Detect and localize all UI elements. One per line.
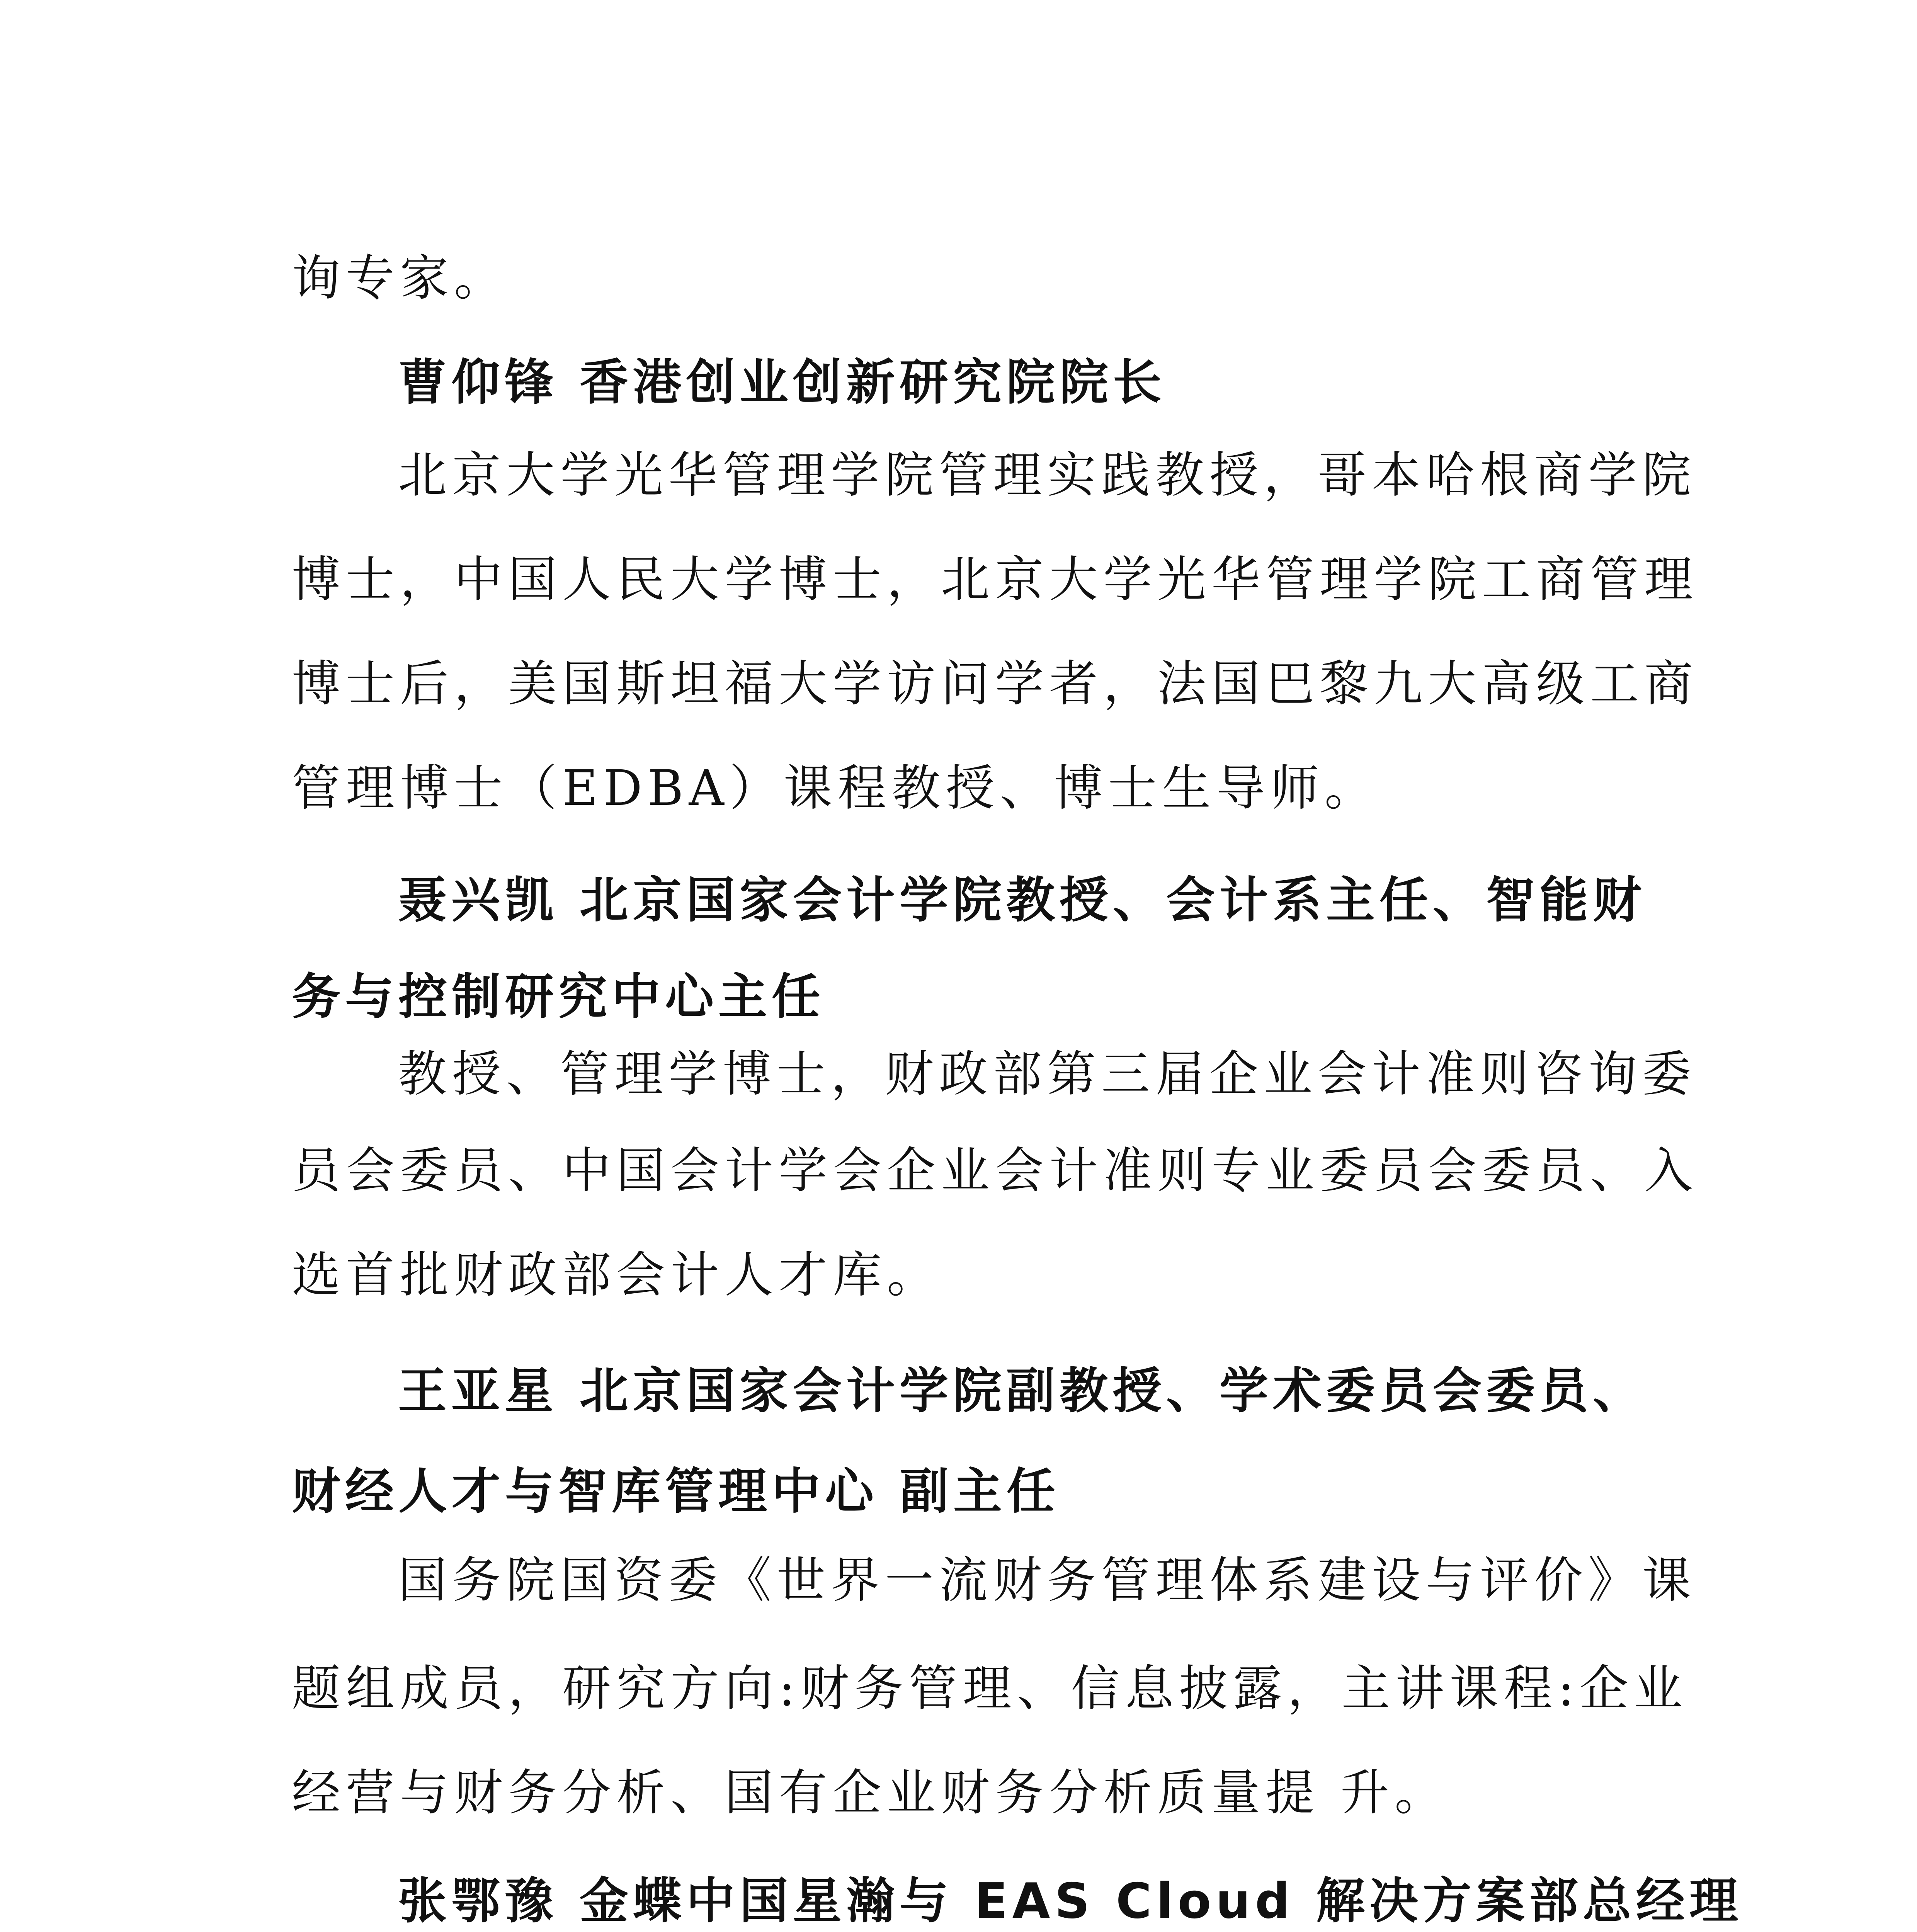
expert-heading-cao-yangfeng: 曹仰锋 香港创业创新研究院院长	[398, 354, 1166, 411]
text-line-continuation: 询专家。	[292, 250, 508, 306]
bio-line: 管理博士（EDBA）课程教授、博士生导师。	[292, 760, 1379, 816]
bio-line: 员会委员、中国会计学会企业会计准则专业委员会委员、入	[292, 1142, 1698, 1199]
expert-heading-continuation: 财经人才与智库管理中心 副主任	[292, 1463, 1060, 1520]
bio-line: 博士，中国人民大学博士，北京大学光华管理学院工商管理	[292, 551, 1698, 608]
bio-line: 题组成员，研究方向:财务管理、信息披露，主讲课程:企业	[292, 1660, 1688, 1717]
bio-line: 选首批财政部会计人才库。	[292, 1247, 941, 1303]
bio-line: 经营与财务分析、国有企业财务分析质量提 升。	[292, 1764, 1449, 1821]
bio-line: 北京大学光华管理学院管理实践教授，哥本哈根商学院	[398, 447, 1696, 503]
bio-line: 国务院国资委《世界一流财务管理体系建设与评价》课	[398, 1552, 1696, 1609]
expert-heading-nie-xingkai: 聂兴凯 北京国家会计学院教授、会计系主任、智能财	[398, 872, 1646, 929]
expert-heading-zhang-eyu: 张鄂豫 金蝶中国星瀚与 EAS Cloud 解决方案部总经理	[398, 1872, 1743, 1929]
bio-line: 教授、管理学博士，财政部第三届企业会计准则咨询委	[398, 1046, 1696, 1102]
bio-line: 博士后，美国斯坦福大学访问学者，法国巴黎九大高级工商	[292, 655, 1698, 712]
expert-heading-wang-yaxing: 王亚星 北京国家会计学院副教授、学术委员会委员、	[398, 1362, 1646, 1419]
expert-heading-continuation: 务与控制研究中心主任	[292, 968, 825, 1025]
